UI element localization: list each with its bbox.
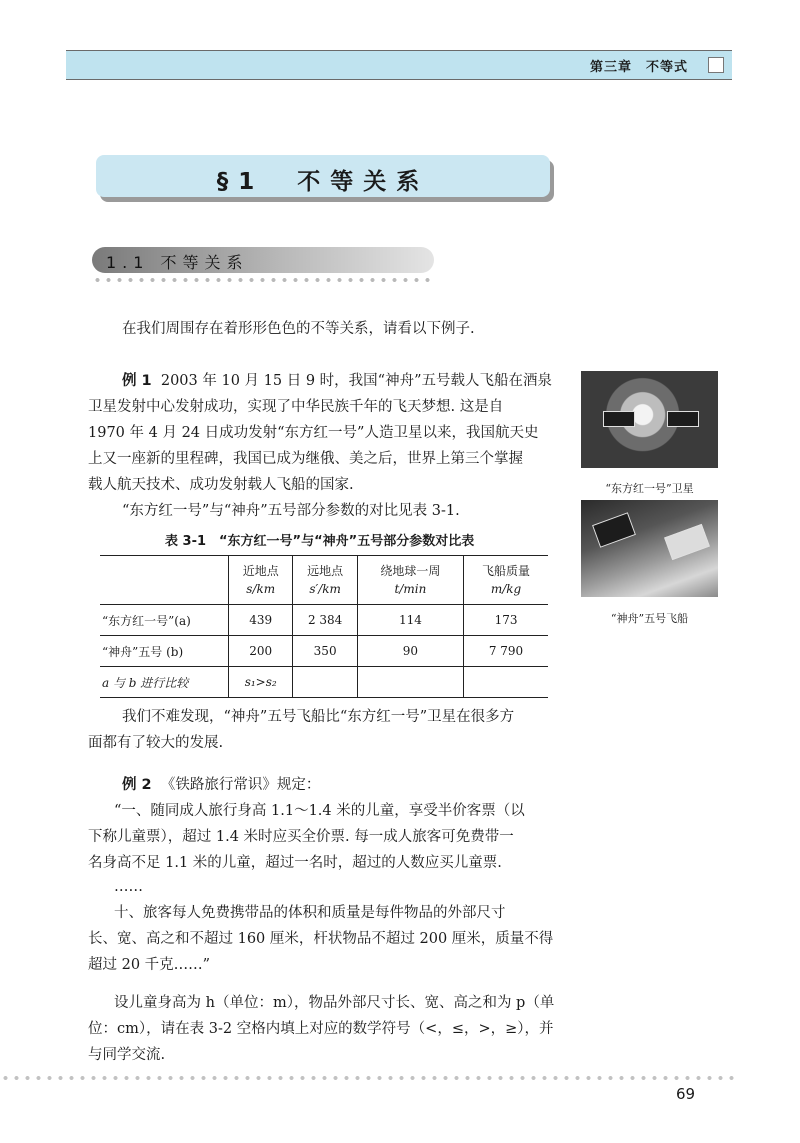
header-square-icon xyxy=(708,57,724,73)
table-corner-cell xyxy=(100,556,229,605)
example1-line-3: 1970 年 4 月 24 日成功发射“东方红一号”人造卫星以来，我国航天史 xyxy=(88,425,539,441)
table-cell: s₁>s₂ xyxy=(229,667,293,698)
spacecraft-photo-caption: “神舟”五号飞船 xyxy=(610,612,689,625)
table-row-label: “东方红一号”(a) xyxy=(100,605,229,636)
spacecraft-photo xyxy=(581,500,718,597)
table-cell: 2 384 xyxy=(293,605,357,636)
table-cell xyxy=(357,667,463,698)
table-cell: 173 xyxy=(464,605,548,636)
example2-label: 例 2 xyxy=(122,777,152,793)
dotted-divider xyxy=(92,277,434,283)
table-header-cell: 远地点 s′/km xyxy=(293,556,357,605)
table-row xyxy=(100,667,548,698)
example2-quote-line: 超过 20 千克……” xyxy=(88,957,211,973)
table-title: 表 3-1 “东方红一号”与“神舟”五号部分参数对比表 xyxy=(165,534,475,549)
parameter-table xyxy=(100,555,548,698)
example2-quote-line: 下称儿童票），超过 1.4 米时应买全价票. 每一成人旅客可免费带一 xyxy=(88,829,514,845)
table-row xyxy=(100,605,548,636)
satellite-photo-caption: “东方红一号”卫星 xyxy=(605,482,694,495)
example1-line-5: 载人航天技术、成功发射载人飞船的国家. xyxy=(88,477,354,493)
table-cell: 7 790 xyxy=(464,636,548,667)
chapter-title: 第三章 不等式 xyxy=(589,60,688,75)
table-header-cell: 绕地球一周 t/min xyxy=(357,556,463,605)
example2-body-line: 与同学交流. xyxy=(88,1047,166,1063)
example2-body-line: 位：cm），请在表 3-2 空格内填上对应的数学符号（<，≤，>，≥），并 xyxy=(88,1021,554,1037)
page-number: 69 xyxy=(676,1085,696,1103)
after-table-line-1: 我们不难发现，“神舟”五号飞船比“东方红一号”卫星在很多方 xyxy=(122,709,515,725)
example1-label: 例 1 xyxy=(122,373,152,389)
table-cell xyxy=(293,667,357,698)
example2-quote-line: 长、宽、高之和不超过 160 厘米，杆状物品不超过 200 厘米，质量不得 xyxy=(88,931,554,947)
table-cell: 90 xyxy=(357,636,463,667)
example1-line-6: “东方红一号”与“神舟”五号部分参数的对比见表 3-1. xyxy=(122,503,460,519)
intro-paragraph: 在我们周围存在着形形色色的不等关系，请看以下例子. xyxy=(122,321,475,337)
table-row-label: a 与 b 进行比较 xyxy=(100,667,229,698)
section-title-box xyxy=(96,155,550,197)
table-cell xyxy=(464,667,548,698)
chapter-header-bar xyxy=(66,50,732,80)
example1-line-2: 卫星发射中心发射成功，实现了中华民族千年的飞天梦想. 这是自 xyxy=(88,399,504,415)
example1-line-1: 例 1 2003 年 10 月 15 日 9 时，我国“神舟”五号载人飞船在酒泉 xyxy=(122,373,552,389)
example2-quote-line: “一、随同成人旅行身高 1.1～1.4 米的儿童，享受半价客票（以 xyxy=(114,803,525,819)
section-title: §1 不等关系 xyxy=(216,169,430,195)
after-table-line-2: 面都有了较大的发展. xyxy=(88,735,224,751)
example2-lead: 例 2 《铁路旅行常识》规定： xyxy=(122,777,321,793)
table-header-row xyxy=(100,556,548,605)
table-row-label: “神舟”五号 (b) xyxy=(100,636,229,667)
example2-quote-line: 名身高不足 1.1 米的儿童，超过一名时，超过的人数应买儿童票. xyxy=(88,855,502,871)
satellite-photo xyxy=(581,371,718,468)
table-cell: 439 xyxy=(229,605,293,636)
example1-line-4: 上又一座新的里程碑，我国已成为继俄、美之后，世界上第三个掌握 xyxy=(88,451,523,467)
example2-quote-line: 十、旅客每人免费携带品的体积和质量是每件物品的外部尺寸 xyxy=(114,905,506,921)
table-cell: 200 xyxy=(229,636,293,667)
footer-dotted-divider xyxy=(0,1075,740,1081)
table-cell: 114 xyxy=(357,605,463,636)
table-header-cell: 近地点 s/km xyxy=(229,556,293,605)
subsection-title: 1.1 不等关系 xyxy=(106,253,249,272)
table-row xyxy=(100,636,548,667)
example2-quote-line: …… xyxy=(114,879,143,895)
subsection-title-box xyxy=(92,247,434,273)
table-cell: 350 xyxy=(293,636,357,667)
example2-body-line: 设儿童身高为 h（单位：m），物品外部尺寸长、宽、高之和为 p（单 xyxy=(114,995,555,1011)
table-header-cell: 飞船质量 m/kg xyxy=(464,556,548,605)
